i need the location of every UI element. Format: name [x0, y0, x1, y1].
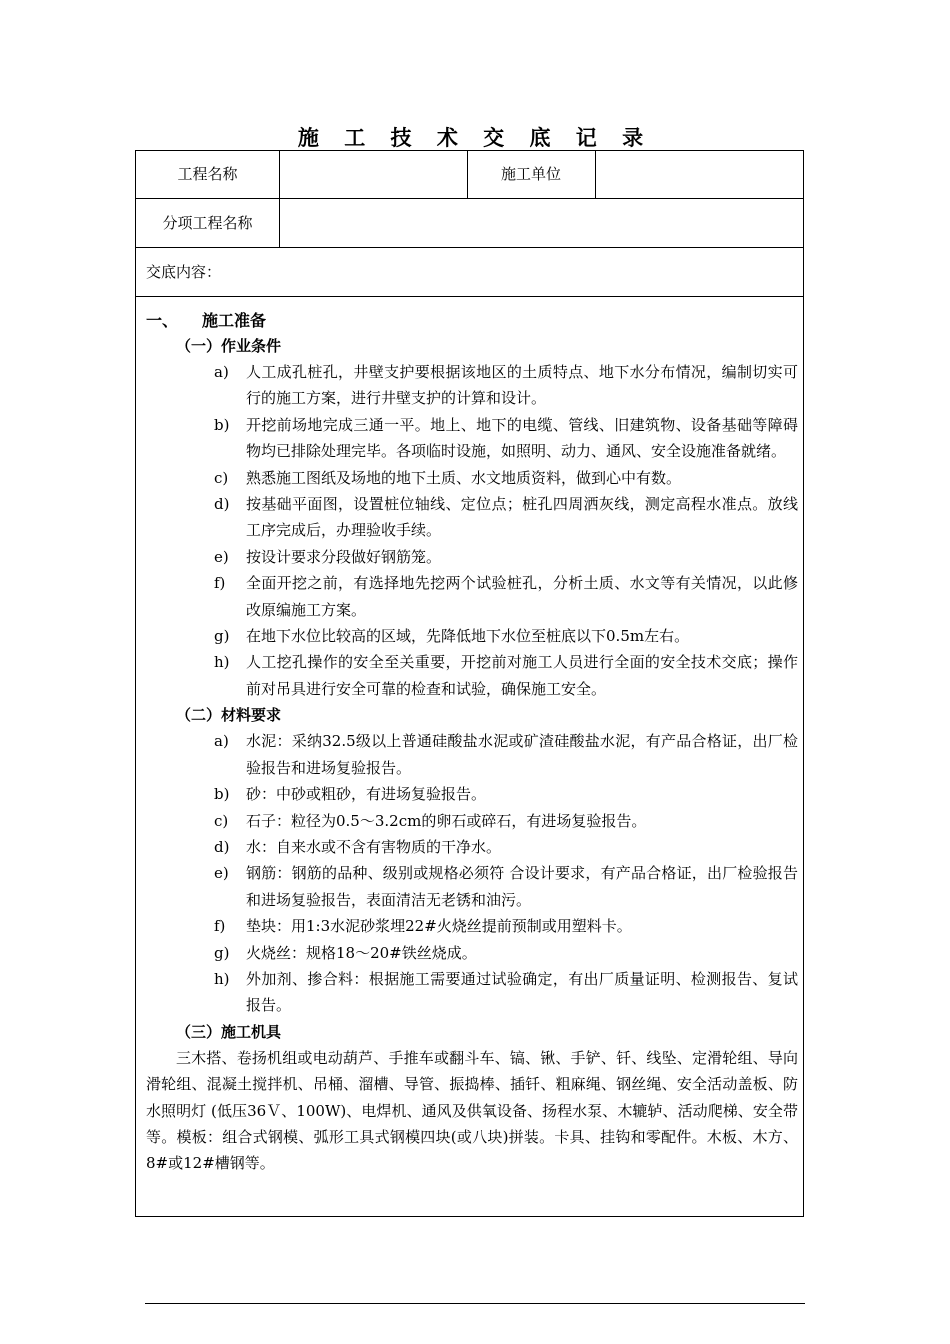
content-label: 交底内容： — [146, 263, 222, 281]
list-item-text: 水：自来水或不含有害物质的干净水。 — [246, 837, 502, 856]
subsection-heading: （二）材料要求 — [176, 706, 282, 725]
column-divider — [595, 151, 596, 198]
list-item — [146, 728, 798, 781]
list-item — [146, 834, 798, 860]
construction-unit-label: 施工单位 — [500, 165, 561, 183]
document-title: 施 工 技 术 交 底 记 录 — [297, 126, 653, 150]
list-item — [146, 966, 798, 1019]
list-item-marker: a) — [214, 363, 229, 381]
tools-paragraph: 三木搭、卷扬机组或电动葫芦、手推车或翻斗车、镐、锹、手铲、钎、线坠、定滑轮组、导向滑轮组、混凝土搅拌机、吊桶、溜槽、导管、振捣棒、插钎、粗麻绳、钢丝绳、安全活动盖板、防水照明灯 (低压36Ｖ、100W)、电焊机、通风及供氧设备、扬程水泵、木辘轳、活动爬梯、安全带等。模板：组合式钢模、弧形工具式钢模四块(或八块)拼装。卡具、挂钩和零配件。木板、木方、8#或12#槽钢等。 — [146, 1048, 798, 1173]
list-item-marker: h) — [214, 969, 230, 988]
list-item-text: 全面开挖之前，有选择地先挖两个试验桩孔，分析土质、水文等有关情况，以此修改原编施工方案。 — [246, 574, 798, 619]
list-item — [146, 781, 798, 807]
list-item-marker: d) — [214, 837, 230, 856]
list-item-text: 在地下水位比较高的区域，先降低地下水位至桩底以下0.5m左右。 — [246, 627, 690, 646]
footer-divider — [145, 1303, 805, 1304]
list-item-text: 熟悉施工图纸及场地的地下土质、水文地质资料，做到心中有数。 — [246, 468, 682, 487]
sub-project-label: 分项工程名称 — [162, 214, 253, 232]
section-title: 施工准备 — [202, 311, 267, 330]
list-item-marker: b) — [214, 785, 230, 804]
list-item — [146, 940, 798, 966]
list-item — [146, 491, 798, 544]
list-item-marker: e) — [214, 864, 229, 883]
list-item-marker: f) — [214, 917, 226, 936]
list-item-marker: c) — [214, 811, 229, 830]
work-conditions-list — [146, 359, 798, 702]
list-item-text: 水泥：采纳32.5级以上普通硅酸盐水泥或矿渣硅酸盐水泥，有产品合格证，出厂检验报告和进场复验报告。 — [246, 732, 798, 777]
list-item — [146, 623, 798, 649]
section-heading — [146, 309, 798, 333]
list-item-marker: d) — [214, 495, 230, 514]
list-item — [146, 808, 798, 834]
list-item-marker: f) — [214, 574, 226, 593]
list-item-text: 垫块：用1:3水泥砂浆埋22#火烧丝提前预制或用塑料卡。 — [246, 917, 632, 936]
list-item — [146, 412, 798, 465]
material-requirements-list — [146, 728, 798, 1018]
list-item — [146, 570, 798, 623]
list-item-marker: e) — [214, 547, 229, 566]
list-item-text: 人工挖孔操作的安全至关重要，开挖前对施工人员进行全面的安全技术交底；操作前对吊具进行安全可靠的检查和试验，确保施工安全。 — [246, 653, 798, 698]
list-item-text: 钢筋：钢筋的品种、级别或规格必须符 合设计要求，有产品合格证，出厂检验报告和进场复验报告，表面清洁无老锈和油污。 — [246, 864, 798, 909]
list-item-marker: b) — [214, 415, 230, 434]
list-item — [146, 465, 798, 491]
list-item — [146, 860, 798, 913]
list-item — [146, 544, 798, 570]
content-body — [146, 309, 798, 1177]
section-number: 一、 — [146, 311, 179, 330]
list-item-text: 火烧丝：规格18～20#铁丝烧成。 — [246, 943, 477, 962]
list-item-text: 人工成孔桩孔，井壁支护要根据该地区的土质特点、地下水分布情况，编制切实可行的施工方案，进行井壁支护的计算和设计。 — [246, 363, 798, 408]
column-divider — [279, 151, 280, 247]
project-name-label: 工程名称 — [177, 165, 238, 183]
list-item-text: 外加剂、掺合料：根据施工需要通过试验确定，有出厂质量证明、检测报告、复试报告。 — [246, 969, 798, 1015]
list-item-text: 按基础平面图，设置桩位轴线、定位点；桩孔四周洒灰线，测定高程水准点。放线工序完成后，办理验收手续。 — [246, 495, 798, 540]
row-divider — [136, 296, 803, 297]
row-divider — [136, 247, 803, 248]
list-item-marker: h) — [214, 653, 230, 672]
list-item — [146, 913, 798, 939]
list-item-text: 按设计要求分段做好钢筋笼。 — [246, 547, 442, 566]
row-divider — [136, 198, 803, 199]
list-item-marker: a) — [214, 732, 229, 751]
list-item-text: 开挖前场地完成三通一平。地上、地下的电缆、管线、旧建筑物、设备基础等障碍物均已排除处理完毕。各项临时设施，如照明、动力、通风、安全设施准备就绪。 — [246, 415, 798, 461]
list-item-marker: g) — [214, 943, 230, 962]
record-table — [135, 150, 804, 1217]
list-item-text: 石子：粒径为0.5～3.2cm的卵石或碎石，有进场复验报告。 — [246, 811, 647, 830]
list-item — [146, 649, 798, 702]
list-item-text: 砂：中砂或粗砂，有进场复验报告。 — [246, 785, 487, 804]
subsection-heading: （三）施工机具 — [176, 1022, 282, 1041]
subsection-heading: （一）作业条件 — [176, 337, 282, 355]
list-item-marker: c) — [214, 468, 229, 487]
list-item — [146, 359, 798, 412]
list-item-marker: g) — [214, 627, 230, 646]
